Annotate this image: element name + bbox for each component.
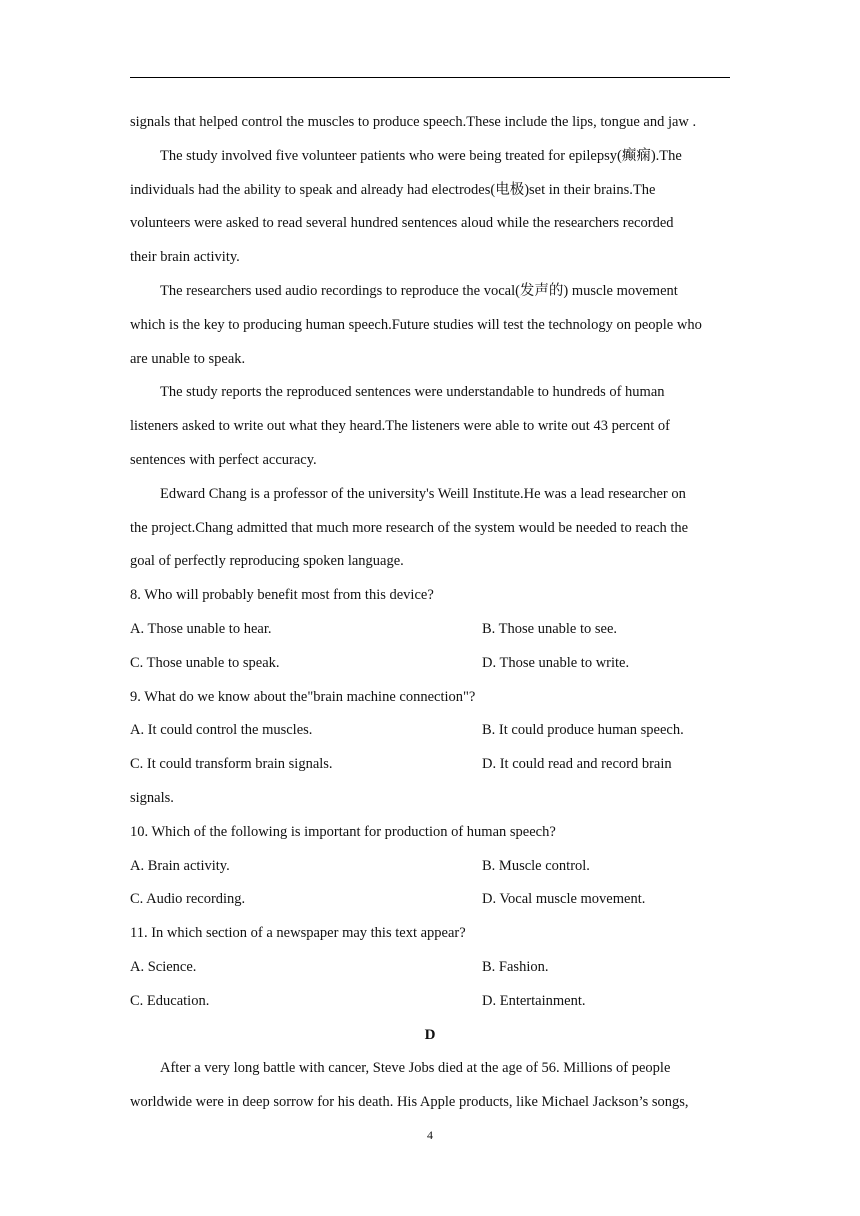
option-row	[130, 716, 730, 750]
option-continuation: signals.	[130, 789, 174, 806]
paragraph-line: The study involved five volunteer patients who were being treated for epilepsy(癫痫).The	[160, 147, 682, 164]
option-c: C. Audio recording.	[130, 891, 246, 908]
paragraph-line: which is the key to producing human speech.Future studies will test the technology on people who	[130, 316, 702, 333]
paragraph-line: are unable to speak.	[130, 350, 246, 367]
paragraph-line: goal of perfectly reproducing spoken language.	[130, 553, 404, 570]
option-a: A. Science.	[130, 958, 197, 975]
option-d: D. Vocal muscle movement.	[482, 891, 646, 908]
question-stem: 9. What do we know about the"brain machine connection"?	[130, 688, 476, 705]
document-body	[130, 108, 730, 1122]
option-d: D. Those unable to write.	[482, 654, 630, 671]
option-a: A. Brain activity.	[130, 857, 230, 874]
option-c: C. Those unable to speak.	[130, 654, 280, 671]
paragraph-line: signals that helped control the muscles to produce speech.These include the lips, tongue and jaw .	[130, 114, 697, 130]
option-row	[130, 953, 730, 987]
paragraph-line: listeners asked to write out what they heard.The listeners were able to write out 43 percent of	[130, 418, 670, 435]
option-row	[130, 649, 730, 683]
paragraph-line: the project.Chang admitted that much more research of the system would be needed to reach the	[130, 519, 689, 536]
option-b: B. Fashion.	[482, 958, 549, 975]
question-stem: 8. Who will probably benefit most from this device?	[130, 587, 434, 604]
option-c: C. It could transform brain signals.	[130, 756, 333, 773]
option-row	[130, 750, 730, 784]
option-d: D. It could read and record brain	[482, 756, 672, 773]
option-row	[130, 615, 730, 649]
option-b: B. Muscle control.	[482, 857, 590, 874]
option-a: A. Those unable to hear.	[130, 620, 272, 637]
paragraph-line: The study reports the reproduced sentences were understandable to hundreds of human	[160, 384, 665, 401]
page-number: 4	[427, 1128, 433, 1142]
option-row	[130, 885, 730, 919]
paragraph-line: The researchers used audio recordings to reproduce the vocal(发声的) muscle movement	[160, 282, 678, 299]
option-c: C. Education.	[130, 992, 210, 1009]
question-stem: 11. In which section of a newspaper may this text appear?	[130, 925, 466, 942]
option-row	[130, 852, 730, 886]
option-b: B. It could produce human speech.	[482, 722, 684, 739]
option-d: D. Entertainment.	[482, 992, 586, 1009]
paragraph-line: After a very long battle with cancer, Steve Jobs died at the age of 56. Millions of people	[160, 1060, 671, 1077]
header-rule	[130, 77, 730, 78]
question-stem: 10. Which of the following is important for production of human speech?	[130, 823, 556, 840]
paragraph-line: Edward Chang is a professor of the university's Weill Institute.He was a lead researcher on	[160, 485, 686, 502]
paragraph-line: individuals had the ability to speak and already had electrodes(电极)set in their brains.The	[130, 181, 656, 198]
paragraph-line: volunteers were asked to read several hundred sentences aloud while the researchers recorded	[130, 215, 674, 232]
paragraph-line: worldwide were in deep sorrow for his death. His Apple products, like Michael Jackson’s songs,	[130, 1094, 689, 1111]
paragraph-line: their brain activity.	[130, 249, 240, 266]
paragraph-line: sentences with perfect accuracy.	[130, 451, 317, 468]
option-a: A. It could control the muscles.	[130, 722, 313, 739]
section-heading: D	[424, 1026, 436, 1043]
option-b: B. Those unable to see.	[482, 620, 618, 637]
option-row	[130, 987, 730, 1021]
